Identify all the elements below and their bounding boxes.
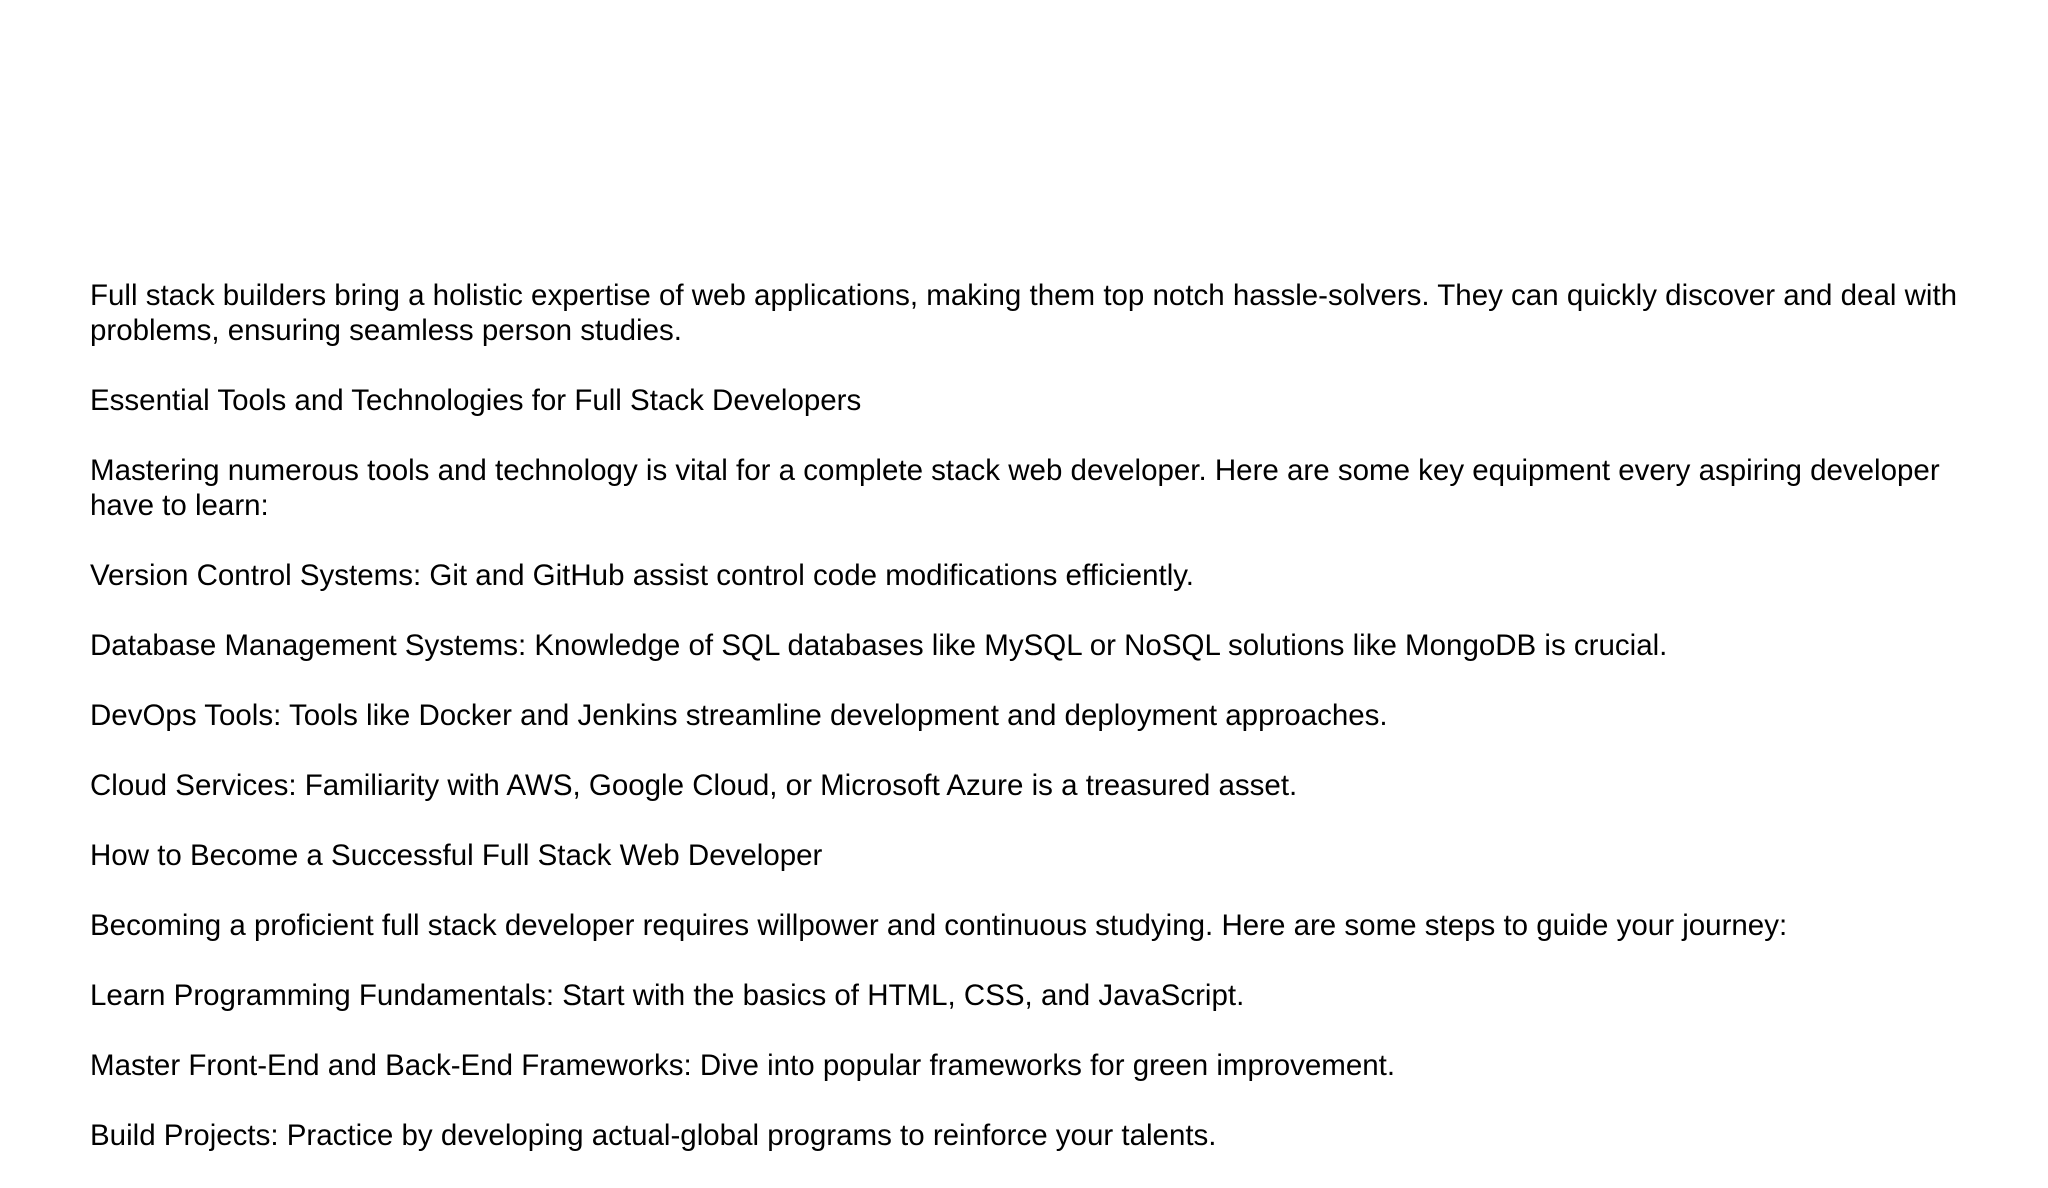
- list-item-devops: DevOps Tools: Tools like Docker and Jenkins streamline development and deployment approaches.: [90, 699, 1388, 732]
- intro-paragraph: Full stack builders bring a holistic expertise of web applications, making them top notch hassle-solvers. They can quickly discover and deal with problems, ensuring seamless person studies.: [90, 279, 1958, 347]
- list-item-version-control: Version Control Systems: Git and GitHub assist control code modifications efficiently.: [90, 559, 1195, 592]
- tools-intro-paragraph: Mastering numerous tools and technology is vital for a complete stack web developer. Here are some key equipment every aspiring developer have to learn:: [90, 454, 1940, 522]
- list-item-projects: Build Projects: Practice by developing actual-global programs to reinforce your talents.: [90, 1119, 1217, 1152]
- become-intro-paragraph: Becoming a proficient full stack developer requires willpower and continuous studying. Here are some steps to guide your journey:: [90, 909, 1788, 942]
- list-item-database: Database Management Systems: Knowledge of SQL databases like MySQL or NoSQL solutions like MongoDB is crucial.: [90, 629, 1668, 662]
- section-heading-become: How to Become a Successful Full Stack Web Developer: [90, 839, 823, 872]
- document-body: [90, 278, 1970, 1188]
- list-item-frameworks: Master Front-End and Back-End Frameworks: Dive into popular frameworks for green improvement.: [90, 1049, 1396, 1082]
- list-item-cloud: Cloud Services: Familiarity with AWS, Google Cloud, or Microsoft Azure is a treasured asset.: [90, 769, 1298, 802]
- section-heading-tools: Essential Tools and Technologies for Full Stack Developers: [90, 384, 862, 417]
- list-item-fundamentals: Learn Programming Fundamentals: Start with the basics of HTML, CSS, and JavaScript.: [90, 979, 1245, 1012]
